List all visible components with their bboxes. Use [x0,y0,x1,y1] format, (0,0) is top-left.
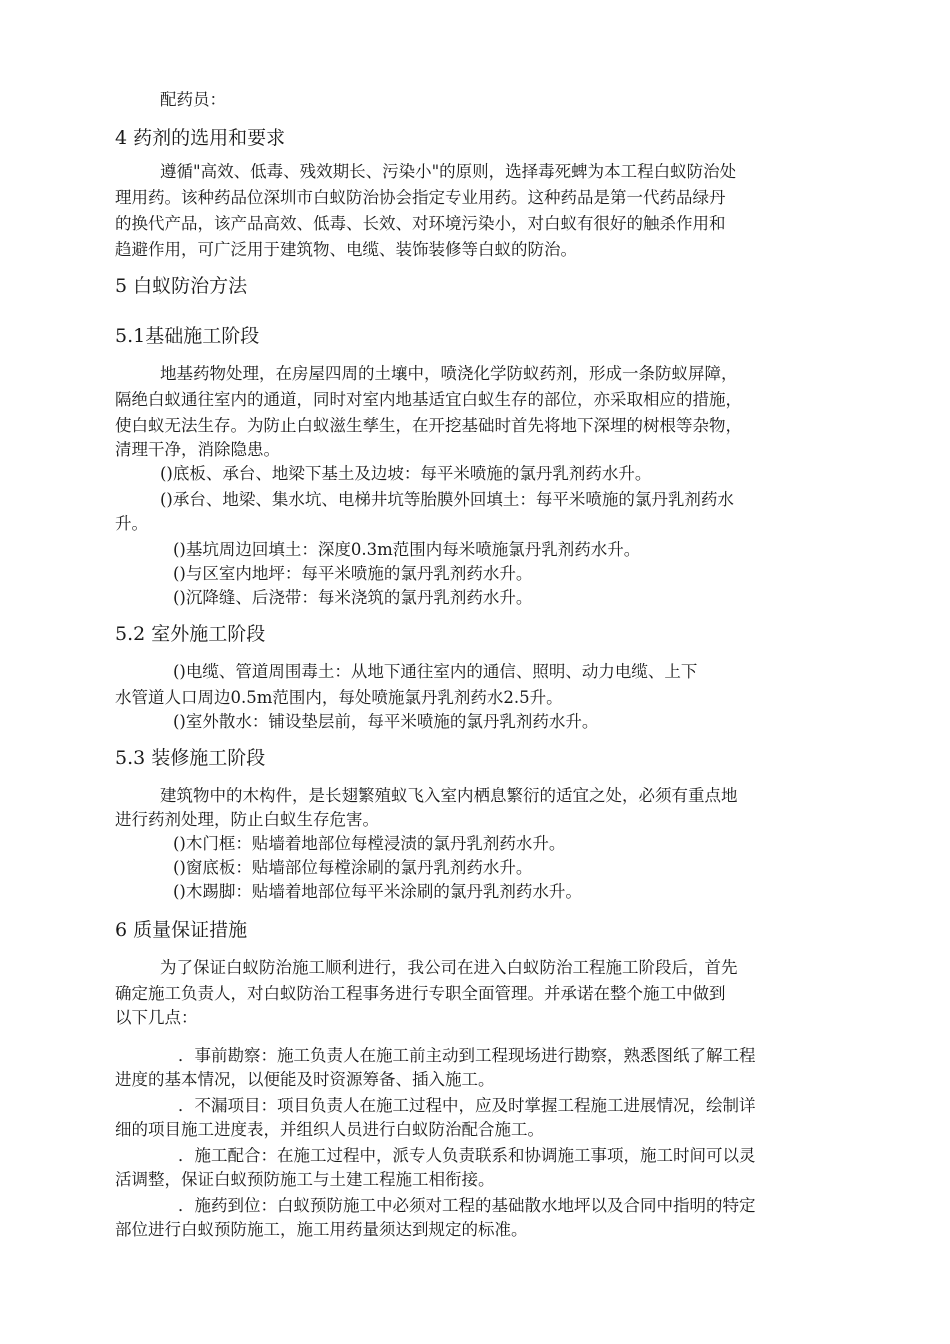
text-line: 升。 [115,514,148,533]
text-line: ．事前勘察：施工负责人在施工前主动到工程现场进行勘察，熟悉图纸了解工程 [178,1046,756,1065]
text-line: 进度的基本情况，以便能及时资源筹备、插入施工。 [115,1070,495,1089]
section-heading: 5 白蚁防治方法 [115,275,248,297]
section-heading: 6 质量保证措施 [115,919,248,941]
text-line: ()与区室内地坪：每平米喷施的氯丹乳剂药水升。 [173,564,533,583]
text-line: 清理干净，消除隐患。 [115,440,280,459]
text-line: ()底板、承台、地梁下基土及边坡：每平米喷施的氯丹乳剂药水升。 [160,464,652,483]
text-line: ()沉降缝、后浇带：每米浇筑的氯丹乳剂药水升。 [173,588,533,607]
section-heading: 5.3 装修施工阶段 [115,747,266,769]
text-line: 为了保证白蚁防治施工顺利进行，我公司在进入白蚁防治工程施工阶段后，首先 [160,958,738,977]
text-line: 建筑物中的木构件，是长翅繁殖蚁飞入室内栖息繁衍的适宜之处，必须有重点地 [160,786,738,805]
text-line: ()电缆、管道周围毒土：从地下通往室内的通信、照明、动力电缆、上下 [173,662,698,681]
text-line: ．施药到位：白蚁预防施工中必须对工程的基础散水地坪以及合同中指明的特定 [178,1196,756,1215]
text-line: 配药员： [160,90,226,109]
text-line: 水管道人口周边0.5m范围内，每处喷施氯丹乳剂药水2.5升。 [115,688,563,707]
text-line: 的换代产品，该产品高效、低毒、长效、对环境污染小，对白蚁有很好的触杀作用和 [115,214,726,233]
text-line: 趋避作用，可广泛用于建筑物、电缆、装饰装修等白蚁的防治。 [115,240,577,259]
text-line: 理用药。该种药品位深圳市白蚁防治协会指定专业用药。这种药品是第一代药品绿丹 [115,188,726,207]
text-line: ()基坑周边回填土：深度0.3m范围内每米喷施氯丹乳剂药水升。 [173,540,641,559]
section-heading: 5.2 室外施工阶段 [115,623,266,645]
text-line: 遵循"高效、低毒、残效期长、污染小"的原则，选择毒死蜱为本工程白蚁防治处 [160,162,737,181]
text-line: 细的项目施工进度表，并组织人员进行白蚁防治配合施工。 [115,1120,544,1139]
text-line: ()窗底板：贴墙部位每樘涂刷的氯丹乳剂药水升。 [173,858,533,877]
text-line: ．施工配合：在施工过程中，派专人负责联系和协调施工事项，施工时间可以灵 [178,1146,756,1165]
text-line: 地基药物处理，在房屋四周的土壤中，喷浇化学防蚁药剂，形成一条防蚁屏障， [160,364,738,383]
text-line: 确定施工负责人，对白蚁防治工程事务进行专职全面管理。并承诺在整个施工中做到 [115,984,726,1003]
text-line: 活调整，保证白蚁预防施工与土建工程施工相衔接。 [115,1170,495,1189]
section-heading: 5.1基础施工阶段 [115,325,260,347]
text-line: 使白蚁无法生存。为防止白蚁滋生孳生，在开挖基础时首先将地下深埋的树根等杂物， [115,416,742,435]
text-line: ()木门框：贴墙着地部位每樘浸渍的氯丹乳剂药水升。 [173,834,566,853]
section-heading: 4 药剂的选用和要求 [115,127,286,149]
text-line: ．不漏项目：项目负责人在施工过程中，应及时掌握工程施工进展情况，绘制详 [178,1096,756,1115]
text-line: ()室外散水：铺设垫层前，每平米喷施的氯丹乳剂药水升。 [173,712,599,731]
text-line: 部位进行白蚁预防施工，施工用药量须达到规定的标准。 [115,1220,528,1239]
text-line: 以下几点： [115,1008,198,1027]
text-line: 隔绝白蚁通往室内的通道，同时对室内地基适宜白蚁生存的部位，亦采取相应的措施， [115,390,742,409]
text-line: ()木踢脚：贴墙着地部位每平米涂刷的氯丹乳剂药水升。 [173,882,582,901]
text-line: ()承台、地梁、集水坑、电梯井坑等胎膜外回填土：每平米喷施的氯丹乳剂药水 [160,490,734,509]
text-line: 进行药剂处理，防止白蚁生存危害。 [115,810,379,829]
